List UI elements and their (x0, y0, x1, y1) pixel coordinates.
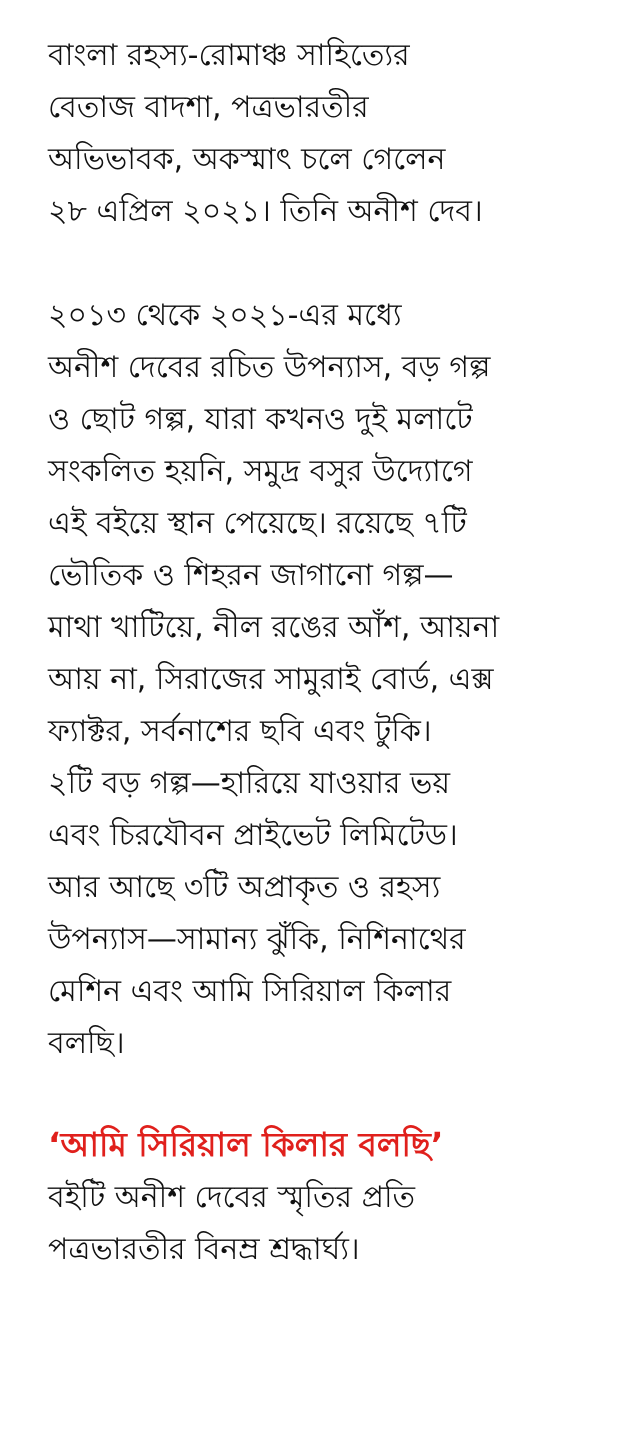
dedication-line: পত্রভারতীর বিনম্র শ্রদ্ধার্ঘ্য। (48, 1232, 360, 1267)
contents-line: মেশিন এবং আমি সিরিয়াল কিলার (48, 974, 452, 1009)
contents-line: আর আছে ৩টি অপ্রাকৃত ও রহস্য (48, 870, 441, 905)
contents-line: উপন্যাস—সামান্য ঝুঁকি, নিশিনাথের (48, 922, 466, 957)
contents-line: সংকলিত হয়নি, সমুদ্র বসুর উদ্যোগে (48, 454, 473, 489)
contents-line: মাথা খাটিয়ে, নীল রঙের আঁশ, আয়না (48, 610, 500, 645)
contents-line: এবং চিরযৌবন প্রাইভেট লিমিটেড। (48, 818, 458, 853)
paragraph-spacer (48, 238, 608, 290)
intro-line: অভিভাবক, অকস্মাৎ চলে গেলেন (48, 142, 446, 177)
paragraph-spacer (48, 1070, 608, 1118)
contents-line: ও ছোট গল্প, যারা কখনও দুই মলাটে (48, 402, 473, 437)
book-title-highlight: ‘আমি সিরিয়াল কিলার বলছি’ (48, 1125, 444, 1164)
contents-line: আয় না, সিরাজের সামুরাই বোর্ড, এক্স (48, 662, 494, 697)
intro-line: বেতাজ বাদশা, পত্রভারতীর (48, 90, 369, 125)
contents-line: বলছি। (48, 1026, 125, 1061)
intro-paragraph (48, 30, 608, 238)
contents-line: ২০১৩ থেকে ২০২১-এর মধ্যে (48, 298, 402, 333)
contents-line: এই বইয়ে স্থান পেয়েছে। রয়েছে ৭টি (48, 506, 467, 541)
intro-line: বাংলা রহস্য-রোমাঞ্চ সাহিত্যের (48, 38, 410, 73)
blurb-page (48, 30, 608, 1276)
dedication-line: বইটি অনীশ দেবের স্মৃতির প্রতি (48, 1180, 416, 1215)
dedication-paragraph (48, 1172, 608, 1276)
contents-line: ২টি বড় গল্প—হারিয়ে যাওয়ার ভয় (48, 766, 451, 801)
contents-line: ভৌতিক ও শিহরন জাগানো গল্প— (48, 558, 454, 593)
contents-paragraph (48, 290, 608, 1070)
intro-line: ২৮ এপ্রিল ২০২১। তিনি অনীশ দেব। (48, 194, 483, 229)
contents-line: ফ্যাক্টর, সর্বনাশের ছবি এবং টুকি। (48, 714, 432, 749)
contents-line: অনীশ দেবের রচিত উপন্যাস, বড় গল্প (48, 350, 491, 385)
